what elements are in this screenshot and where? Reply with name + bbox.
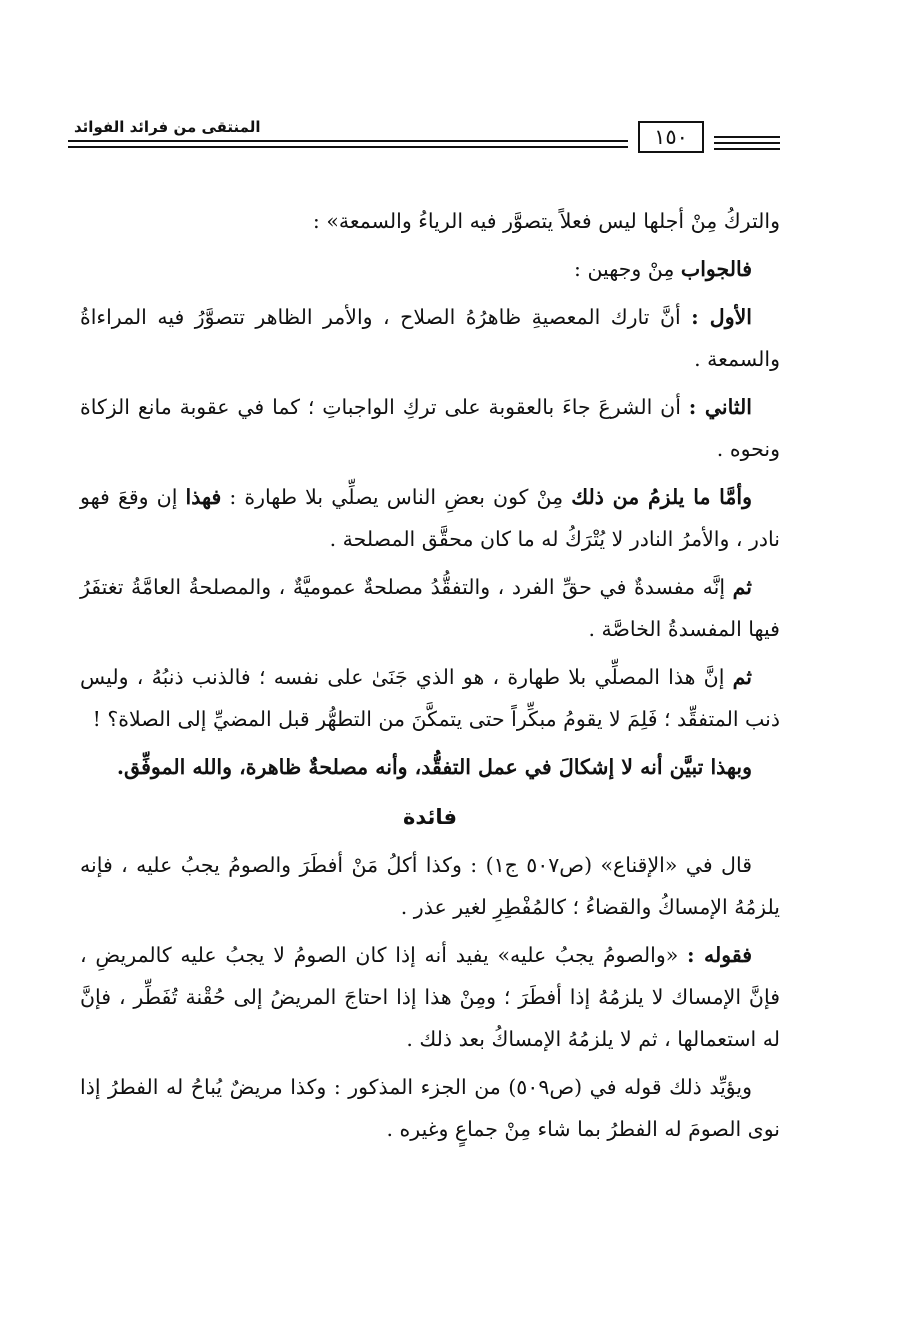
paragraph-5 — [80, 476, 780, 560]
paragraph-10-lead: فقوله : — [687, 943, 753, 967]
paragraph-9: قال في «الإقناع» (ص٥٠٧ ج١) : وكذا أكلُ مَنْ أفطَرَ والصومُ يجبُ عليه ، فإنه يلزمُهُ الإمساكُ والقضاءُ ؛ كالمُفْطِرِ لغير عذر . — [80, 853, 780, 919]
page-header — [68, 116, 780, 160]
section-title: فائدة — [402, 805, 458, 829]
paragraph-1: والتركُ مِنْ أجلها ليس فعلاً يتصوَّر فيه الرياءُ والسمعة» : — [312, 209, 780, 233]
header-rule-right-3 — [714, 148, 780, 150]
paragraph-4-text: أن الشرعَ جاءَ بالعقوبة على تركِ الواجباتِ ؛ كما في عقوبة مانع الزكاة ونحوه . — [80, 395, 780, 461]
paragraph-10-text: «والصومُ يجبُ عليه» يفيد أنه إذا كان الصومُ لا يجبُ عليه كالمريضِ ، فإنَّ الإمساك لا يلزمُهُ إذا أفطَرَ ؛ ومِنْ هذا إذا احتاجَ المريضُ إلى حُقْنة تُفَطِّر ، فإنَّ له استعمالها ، ثم لا يلزمُهُ الإمساكُ بعد ذلك . — [80, 943, 780, 1051]
header-rule-right — [714, 136, 780, 138]
paragraph-7 — [80, 656, 780, 740]
paragraph-8: وبهذا تبيَّن أنه لا إشكالَ في عمل التفقُّد، وأنه مصلحةٌ ظاهرة، والله الموفِّق. — [116, 755, 752, 779]
paragraph-11: ويؤيِّد ذلك قوله في (ص٥٠٩) من الجزء المذكور : وكذا مريضٌ يُباحُ له الفطرُ إذا نوى الصومَ له الفطرُ بما شاء مِنْ جماعٍ وغيره . — [80, 1075, 780, 1141]
paragraph-2-text: مِنْ وجهين : — [574, 257, 681, 281]
paragraph-6-text: إنَّه مفسدةٌ في حقِّ الفرد ، والتفقُّدُ مصلحةٌ عموميَّةٌ ، والمصلحةُ العامَّةُ تغتفَرُ فيها المفسدةُ الخاصَّة . — [80, 575, 780, 641]
paragraph-3-lead: الأول : — [691, 305, 752, 329]
paragraph-5-bold: فهذا — [185, 485, 222, 509]
paragraph-4 — [80, 386, 780, 470]
paragraph-5-mid: مِنْ كون بعضِ الناس يصلِّي بلا طهارة : — [221, 485, 572, 509]
header-rule-right-2 — [714, 142, 780, 144]
header-rule-left-2 — [68, 146, 628, 148]
page-body — [80, 200, 780, 1156]
paragraph-7-text: إنَّ هذا المصلِّي بلا طهارة ، هو الذي جَنَىٰ على نفسه ؛ فالذنب ذنبُهُ ، وليس ذنب المتفقِّد ؛ فَلِمَ لا يقومُ مبكِّراً حتى يتمكَّنَ من التطهُّر قبل المضيِّ إلى الصلاة؟ ! — [80, 665, 780, 731]
paragraph-3 — [80, 296, 780, 380]
paragraph-5-text: إن وقعَ فهو نادر ، والأمرُ النادر لا يُتْرَكُ له ما كان محقَّق المصلحة . — [80, 485, 780, 551]
paragraph-6 — [80, 566, 780, 650]
paragraph-7-lead: ثم — [732, 665, 752, 689]
paragraph-5-lead: وأمَّا ما يلزمُ من ذلك — [571, 485, 752, 509]
paragraph-2-lead: فالجواب — [680, 257, 752, 281]
page-number: ١٥٠ — [638, 121, 704, 153]
running-title: المنتقى من فرائد الفوائد — [74, 118, 261, 136]
header-rule-left — [68, 140, 628, 142]
paragraph-10 — [80, 934, 780, 1060]
paragraph-3-text: أنَّ تارك المعصيةِ ظاهرُهُ الصلاح ، والأمر الظاهر تتصوَّرُ فيه المراءاةُ والسمعة . — [80, 305, 780, 371]
paragraph-6-lead: ثم — [732, 575, 752, 599]
paragraph-4-lead: الثاني : — [688, 395, 752, 419]
paragraph-2 — [80, 248, 780, 290]
